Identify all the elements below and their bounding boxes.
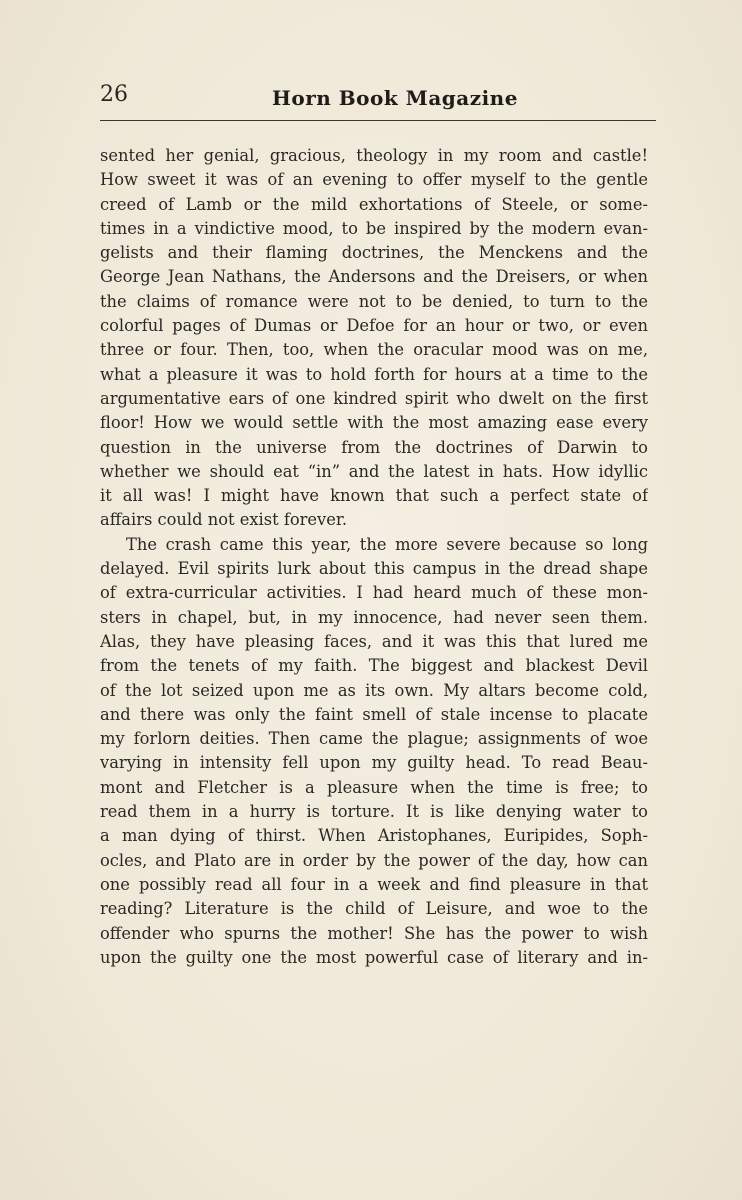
text-line: of extra-curricular activities. I had heard much of these mon- (100, 583, 648, 603)
text-line: read them in a hurry is torture. It is like denying water to (100, 802, 648, 822)
text-line: my forlorn deities. Then came the plague; assignments of woe (100, 729, 648, 749)
text-line: what a pleasure it was to hold forth for hours at a time to the (100, 364, 648, 384)
text-line: a man dying of thirst. When Aristophanes, Euripides, Soph- (100, 826, 648, 846)
text-line: ocles, and Plato are in order by the power of the day, how can (100, 850, 648, 870)
text-line: it all was! I might have known that such a perfect state of (100, 486, 648, 506)
text-line: colorful pages of Dumas or Defoe for an hour or two, or even (100, 316, 648, 336)
text-line: one possibly read all four in a week and find pleasure in that (100, 874, 648, 894)
text-line: reading? Literature is the child of Leisure, and woe to the (100, 899, 648, 919)
text-line: delayed. Evil spirits lurk about this campus in the dread shape (100, 559, 648, 579)
text-line: varying in intensity fell upon my guilty head. To read Beau- (100, 753, 648, 773)
text-line: times in a vindictive mood, to be inspired by the modern evan- (100, 218, 648, 238)
running-title: Horn Book Magazine (272, 86, 518, 110)
paragraph-first-line: The crash came this year, the more severe because so long (126, 534, 648, 554)
text-line: How sweet it was of an evening to offer myself to the gentle (100, 170, 648, 190)
page-number: 26 (100, 82, 128, 107)
text-line: of the lot seized upon me as its own. My altars become cold, (100, 680, 648, 700)
text-line: argumentative ears of one kindred spirit who dwelt on the first (100, 388, 648, 408)
text-line: mont and Fletcher is a pleasure when the time is free; to (100, 777, 648, 797)
page-header (100, 80, 656, 121)
text-line: from the tenets of my faith. The biggest and blackest Devil (100, 656, 648, 676)
text-line: sters in chapel, but, in my innocence, had never seen them. (100, 607, 648, 627)
text-line: sented her genial, gracious, theology in my room and castle! (100, 146, 648, 165)
text-line: creed of Lamb or the mild exhortations of Steele, or some- (100, 194, 648, 214)
text-line: three or four. Then, too, when the oracular mood was on me, (100, 340, 648, 360)
text-line: upon the guilty one the most powerful case of literary and in- (100, 947, 648, 967)
text-line: floor! How we would settle with the most amazing ease every (100, 413, 648, 433)
text-line: and there was only the faint smell of stale incense to placate (100, 704, 648, 724)
text-line: the claims of romance were not to be denied, to turn to the (100, 291, 648, 311)
text-line: Alas, they have pleasing faces, and it was this that lured me (100, 631, 648, 651)
text-line: offender who spurns the mother! She has the power to wish (100, 923, 648, 943)
text-line: question in the universe from the doctrines of Darwin to (100, 437, 648, 457)
text-line: whether we should eat “in” and the latest in hats. How idyllic (100, 461, 648, 481)
paragraph-last-line: affairs could not exist forever. (100, 510, 348, 530)
text-line: gelists and their flaming doctrines, the Menckens and the (100, 243, 648, 263)
text-line: George Jean Nathans, the Andersons and the Dreisers, or when (100, 267, 648, 287)
body-text (100, 144, 648, 970)
